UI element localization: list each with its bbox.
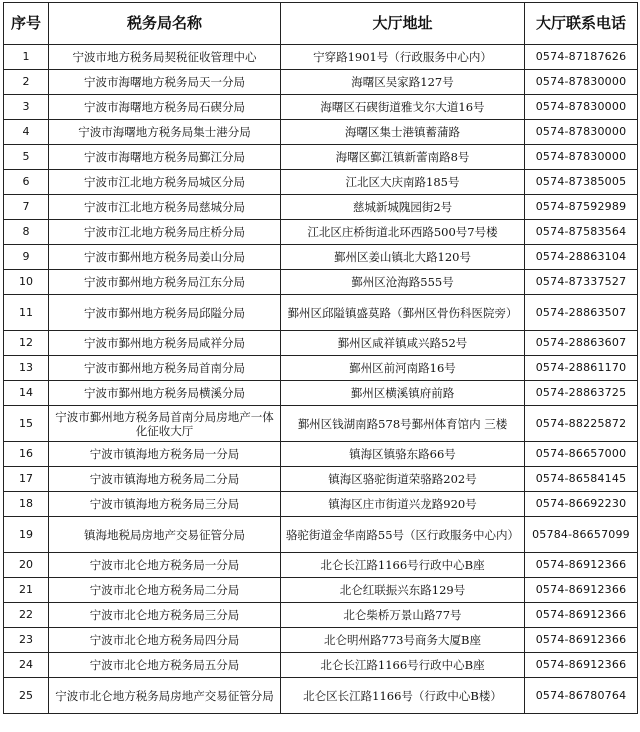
cell-name: 宁波市海曙地方税务局天一分局 <box>49 70 281 95</box>
cell-name: 宁波市海曙地方税务局集士港分局 <box>49 120 281 145</box>
cell-phone: 0574-28863507 <box>525 295 638 331</box>
cell-name: 宁波市江北地方税务局慈城分局 <box>49 195 281 220</box>
cell-no: 16 <box>4 442 49 467</box>
header-name: 税务局名称 <box>49 3 281 45</box>
cell-no: 11 <box>4 295 49 331</box>
cell-name: 宁波市北仑地方税务局一分局 <box>49 553 281 578</box>
cell-no: 18 <box>4 492 49 517</box>
cell-no: 3 <box>4 95 49 120</box>
cell-phone: 0574-87830000 <box>525 120 638 145</box>
cell-no: 9 <box>4 245 49 270</box>
cell-name: 宁波市鄞州地方税务局首南分局房地产一体化征收大厅 <box>49 406 281 442</box>
cell-no: 2 <box>4 70 49 95</box>
cell-name: 宁波市北仑地方税务局五分局 <box>49 653 281 678</box>
cell-no: 7 <box>4 195 49 220</box>
cell-address: 北仑长江路1166号行政中心B座 <box>281 653 525 678</box>
cell-address: 鄞州区邱隘镇盛莫路（鄞州区骨伤科医院旁） <box>281 295 525 331</box>
cell-no: 19 <box>4 517 49 553</box>
table-row <box>4 245 638 270</box>
cell-address: 北仑明州路773号商务大厦B座 <box>281 628 525 653</box>
cell-address: 北仑红联振兴东路129号 <box>281 578 525 603</box>
cell-no: 24 <box>4 653 49 678</box>
cell-phone: 0574-86657000 <box>525 442 638 467</box>
table-row <box>4 442 638 467</box>
cell-address: 北仑区长江路1166号（行政中心B楼） <box>281 678 525 714</box>
table-row <box>4 120 638 145</box>
cell-address: 鄞州区沧海路555号 <box>281 270 525 295</box>
cell-address: 北仑柴桥万景山路77号 <box>281 603 525 628</box>
cell-no: 12 <box>4 331 49 356</box>
cell-no: 13 <box>4 356 49 381</box>
cell-address: 鄞州区前河南路16号 <box>281 356 525 381</box>
cell-no: 8 <box>4 220 49 245</box>
cell-phone: 0574-86912366 <box>525 578 638 603</box>
cell-phone: 0574-87337527 <box>525 270 638 295</box>
cell-no: 25 <box>4 678 49 714</box>
table-row <box>4 678 638 714</box>
cell-name: 宁波市北仑地方税务局三分局 <box>49 603 281 628</box>
cell-phone: 05784-86657099 <box>525 517 638 553</box>
cell-phone: 0574-87592989 <box>525 195 638 220</box>
cell-name: 宁波市鄞州地方税务局咸祥分局 <box>49 331 281 356</box>
cell-address: 海曙区集士港镇蓄蒲路 <box>281 120 525 145</box>
cell-phone: 0574-28863104 <box>525 245 638 270</box>
cell-phone: 0574-87830000 <box>525 70 638 95</box>
table-row <box>4 578 638 603</box>
cell-name: 宁波市镇海地方税务局三分局 <box>49 492 281 517</box>
cell-phone: 0574-87583564 <box>525 220 638 245</box>
table-row <box>4 195 638 220</box>
cell-phone: 0574-86912366 <box>525 628 638 653</box>
cell-no: 23 <box>4 628 49 653</box>
cell-name: 宁波市海曙地方税务局石碶分局 <box>49 95 281 120</box>
cell-name: 宁波市地方税务局契税征收管理中心 <box>49 45 281 70</box>
cell-no: 4 <box>4 120 49 145</box>
table-row <box>4 603 638 628</box>
cell-name: 宁波市北仑地方税务局二分局 <box>49 578 281 603</box>
cell-name: 宁波市鄞州地方税务局邱隘分局 <box>49 295 281 331</box>
cell-address: 海曙区吴家路127号 <box>281 70 525 95</box>
tax-office-table <box>3 2 638 714</box>
cell-no: 20 <box>4 553 49 578</box>
cell-no: 17 <box>4 467 49 492</box>
table-header-row <box>4 3 638 45</box>
cell-name: 宁波市鄞州地方税务局江东分局 <box>49 270 281 295</box>
table-row <box>4 553 638 578</box>
header-phone: 大厅联系电话 <box>525 3 638 45</box>
cell-no: 1 <box>4 45 49 70</box>
cell-address: 海曙区鄞江镇新蕾南路8号 <box>281 145 525 170</box>
table-row <box>4 492 638 517</box>
table-row <box>4 295 638 331</box>
cell-name: 宁波市镇海地方税务局二分局 <box>49 467 281 492</box>
cell-phone: 0574-28861170 <box>525 356 638 381</box>
table-row <box>4 517 638 553</box>
table-row <box>4 356 638 381</box>
cell-name: 宁波市江北地方税务局庄桥分局 <box>49 220 281 245</box>
cell-name: 宁波市鄞州地方税务局姜山分局 <box>49 245 281 270</box>
cell-name: 宁波市江北地方税务局城区分局 <box>49 170 281 195</box>
cell-phone: 0574-87385005 <box>525 170 638 195</box>
cell-address: 江北区大庆南路185号 <box>281 170 525 195</box>
table-row <box>4 145 638 170</box>
cell-phone: 0574-87830000 <box>525 95 638 120</box>
cell-name: 宁波市鄞州地方税务局首南分局 <box>49 356 281 381</box>
cell-phone: 0574-87187626 <box>525 45 638 70</box>
header-address: 大厅地址 <box>281 3 525 45</box>
table-row <box>4 628 638 653</box>
cell-phone: 0574-86780764 <box>525 678 638 714</box>
cell-phone: 0574-86692230 <box>525 492 638 517</box>
cell-no: 5 <box>4 145 49 170</box>
cell-phone: 0574-86584145 <box>525 467 638 492</box>
table-row <box>4 70 638 95</box>
table-row <box>4 381 638 406</box>
cell-address: 海曙区石碶街道雅戈尔大道16号 <box>281 95 525 120</box>
table-row <box>4 220 638 245</box>
table-body <box>4 45 638 714</box>
cell-phone: 0574-28863725 <box>525 381 638 406</box>
cell-name: 宁波市鄞州地方税务局横溪分局 <box>49 381 281 406</box>
cell-address: 北仑长江路1166号行政中心B座 <box>281 553 525 578</box>
cell-phone: 0574-86912366 <box>525 553 638 578</box>
cell-name: 宁波市镇海地方税务局一分局 <box>49 442 281 467</box>
cell-name: 宁波市北仑地方税务局四分局 <box>49 628 281 653</box>
cell-name: 镇海地税局房地产交易征管分局 <box>49 517 281 553</box>
table-row <box>4 653 638 678</box>
cell-address: 鄞州区钱湖南路578号鄞州体育馆内 三楼 <box>281 406 525 442</box>
cell-address: 鄞州区姜山镇北大路120号 <box>281 245 525 270</box>
cell-no: 15 <box>4 406 49 442</box>
cell-phone: 0574-28863607 <box>525 331 638 356</box>
cell-phone: 0574-86912366 <box>525 603 638 628</box>
cell-address: 镇海区骆驼街道荣骆路202号 <box>281 467 525 492</box>
cell-no: 10 <box>4 270 49 295</box>
cell-address: 骆驼街道金华南路55号（区行政服务中心内） <box>281 517 525 553</box>
cell-address: 宁穿路1901号（行政服务中心内） <box>281 45 525 70</box>
cell-address: 慈城新城隗园街2号 <box>281 195 525 220</box>
table-row <box>4 467 638 492</box>
cell-name: 宁波市北仑地方税务局房地产交易征管分局 <box>49 678 281 714</box>
table-row <box>4 95 638 120</box>
table-row <box>4 45 638 70</box>
cell-no: 6 <box>4 170 49 195</box>
table-row <box>4 331 638 356</box>
cell-no: 22 <box>4 603 49 628</box>
cell-phone: 0574-88225872 <box>525 406 638 442</box>
cell-phone: 0574-87830000 <box>525 145 638 170</box>
cell-address: 鄞州区横溪镇府前路 <box>281 381 525 406</box>
table-row <box>4 406 638 442</box>
cell-name: 宁波市海曙地方税务局鄞江分局 <box>49 145 281 170</box>
table-row <box>4 270 638 295</box>
cell-address: 江北区庄桥街道北环西路500号7号楼 <box>281 220 525 245</box>
cell-address: 镇海区庄市街道兴龙路920号 <box>281 492 525 517</box>
cell-address: 镇海区镇骆东路66号 <box>281 442 525 467</box>
cell-no: 14 <box>4 381 49 406</box>
cell-phone: 0574-86912366 <box>525 653 638 678</box>
cell-address: 鄞州区咸祥镇咸兴路52号 <box>281 331 525 356</box>
table-row <box>4 170 638 195</box>
header-no: 序号 <box>4 3 49 45</box>
cell-no: 21 <box>4 578 49 603</box>
